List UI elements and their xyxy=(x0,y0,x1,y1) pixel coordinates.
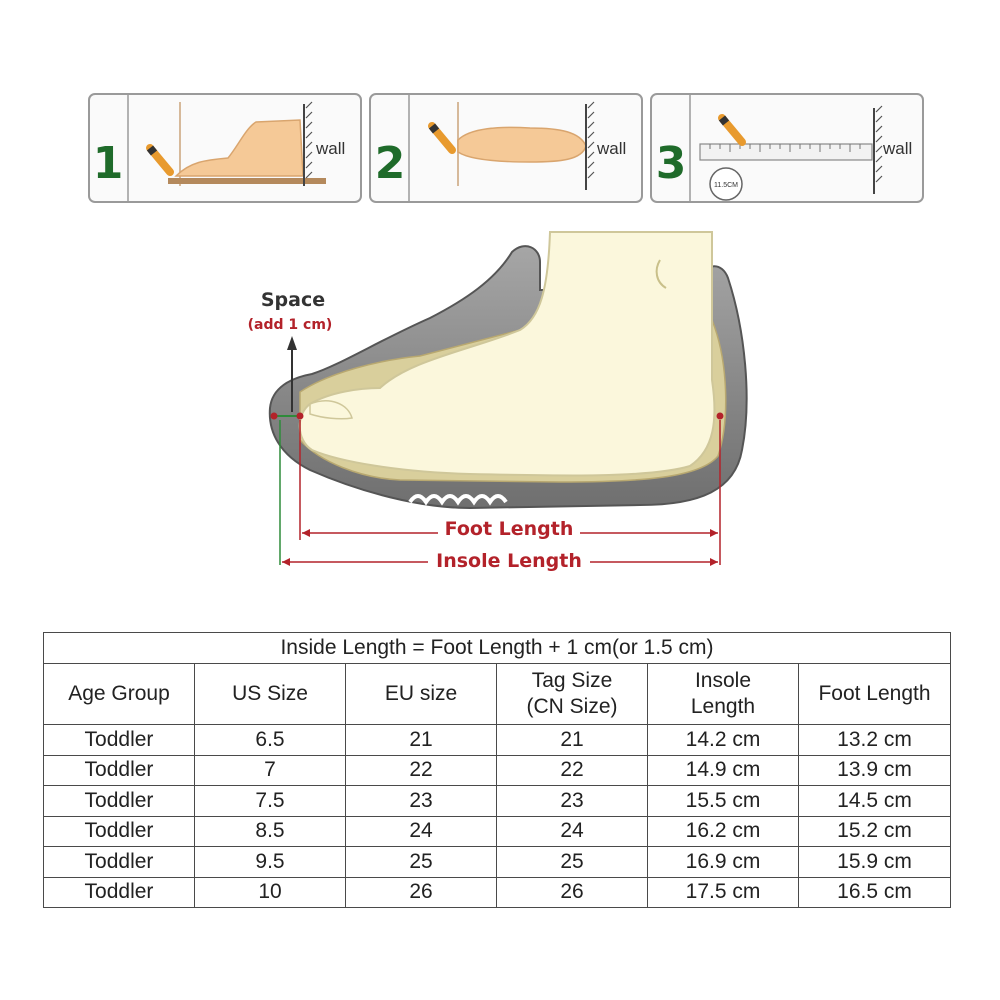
cell-eu-size: 25 xyxy=(346,847,497,878)
wall-label-3: wall xyxy=(883,139,913,158)
table-row xyxy=(44,816,951,847)
cell-us-size: 6.5 xyxy=(195,725,346,756)
cell-us-size: 7 xyxy=(195,755,346,786)
header-eu-size: EU size xyxy=(346,664,497,725)
cell-age-group: Toddler xyxy=(44,816,195,847)
header-us-size: US Size xyxy=(195,664,346,725)
cell-age-group: Toddler xyxy=(44,786,195,817)
header-age-group: Age Group xyxy=(44,664,195,725)
wall-label-1: wall xyxy=(316,139,346,158)
insole-length-dimension xyxy=(282,548,718,572)
table-row xyxy=(44,786,951,817)
cell-age-group: Toddler xyxy=(44,847,195,878)
space-label: Space xyxy=(260,289,326,311)
table-row xyxy=(44,755,951,786)
cell-age-group: Toddler xyxy=(44,755,195,786)
cell-us-size: 10 xyxy=(195,877,346,908)
header-insole-length: Insole Length xyxy=(648,664,799,725)
cell-foot-length: 14.5 cm xyxy=(799,786,951,817)
cell-insole-length: 15.5 cm xyxy=(648,786,799,817)
cell-tag-size: 26 xyxy=(497,877,648,908)
ruler-badge: 11.5CM xyxy=(714,182,738,189)
cell-foot-length: 13.2 cm xyxy=(799,725,951,756)
table-header-row xyxy=(44,664,951,725)
cell-age-group: Toddler xyxy=(44,877,195,908)
cell-insole-length: 16.9 cm xyxy=(648,847,799,878)
cell-eu-size: 23 xyxy=(346,786,497,817)
table-row xyxy=(44,877,951,908)
step-number-3: 3 xyxy=(655,138,687,189)
cell-age-group: Toddler xyxy=(44,725,195,756)
header-foot-length: Foot Length xyxy=(799,664,951,725)
cell-insole-length: 17.5 cm xyxy=(648,877,799,908)
cell-foot-length: 16.5 cm xyxy=(799,877,951,908)
cell-tag-size: 23 xyxy=(497,786,648,817)
wall-label-2: wall xyxy=(597,139,627,158)
cell-insole-length: 16.2 cm xyxy=(648,816,799,847)
shoe-size-diagram xyxy=(0,215,1000,605)
cell-tag-size: 21 xyxy=(497,725,648,756)
cell-us-size: 8.5 xyxy=(195,816,346,847)
foot-length-dimension xyxy=(302,518,718,540)
step-panel-1 xyxy=(89,94,361,202)
cell-foot-length: 13.9 cm xyxy=(799,755,951,786)
step-number-2: 2 xyxy=(374,138,406,189)
foot-length-label: Foot Length xyxy=(444,518,574,540)
size-chart-table xyxy=(43,632,951,908)
cell-tag-size: 25 xyxy=(497,847,648,878)
cell-eu-size: 22 xyxy=(346,755,497,786)
cell-eu-size: 26 xyxy=(346,877,497,908)
measurement-steps xyxy=(0,0,1000,220)
table-row xyxy=(44,847,951,878)
cell-eu-size: 24 xyxy=(346,816,497,847)
insole-length-label: Insole Length xyxy=(436,550,582,572)
step-panel-3 xyxy=(651,94,923,202)
ruler xyxy=(700,144,872,160)
step-number-1: 1 xyxy=(92,138,124,189)
header-tag-size: Tag Size (CN Size) xyxy=(497,664,648,725)
space-note: (add 1 cm) xyxy=(247,317,333,333)
cell-us-size: 9.5 xyxy=(195,847,346,878)
cell-eu-size: 21 xyxy=(346,725,497,756)
cell-tag-size: 22 xyxy=(497,755,648,786)
table-title: Inside Length = Foot Length + 1 cm(or 1.5 cm) xyxy=(44,633,951,664)
table-row xyxy=(44,725,951,756)
cell-insole-length: 14.2 cm xyxy=(648,725,799,756)
cell-tag-size: 24 xyxy=(497,816,648,847)
cell-foot-length: 15.2 cm xyxy=(799,816,951,847)
step-panel-2 xyxy=(370,94,642,202)
cell-us-size: 7.5 xyxy=(195,786,346,817)
cell-foot-length: 15.9 cm xyxy=(799,847,951,878)
cell-insole-length: 14.9 cm xyxy=(648,755,799,786)
